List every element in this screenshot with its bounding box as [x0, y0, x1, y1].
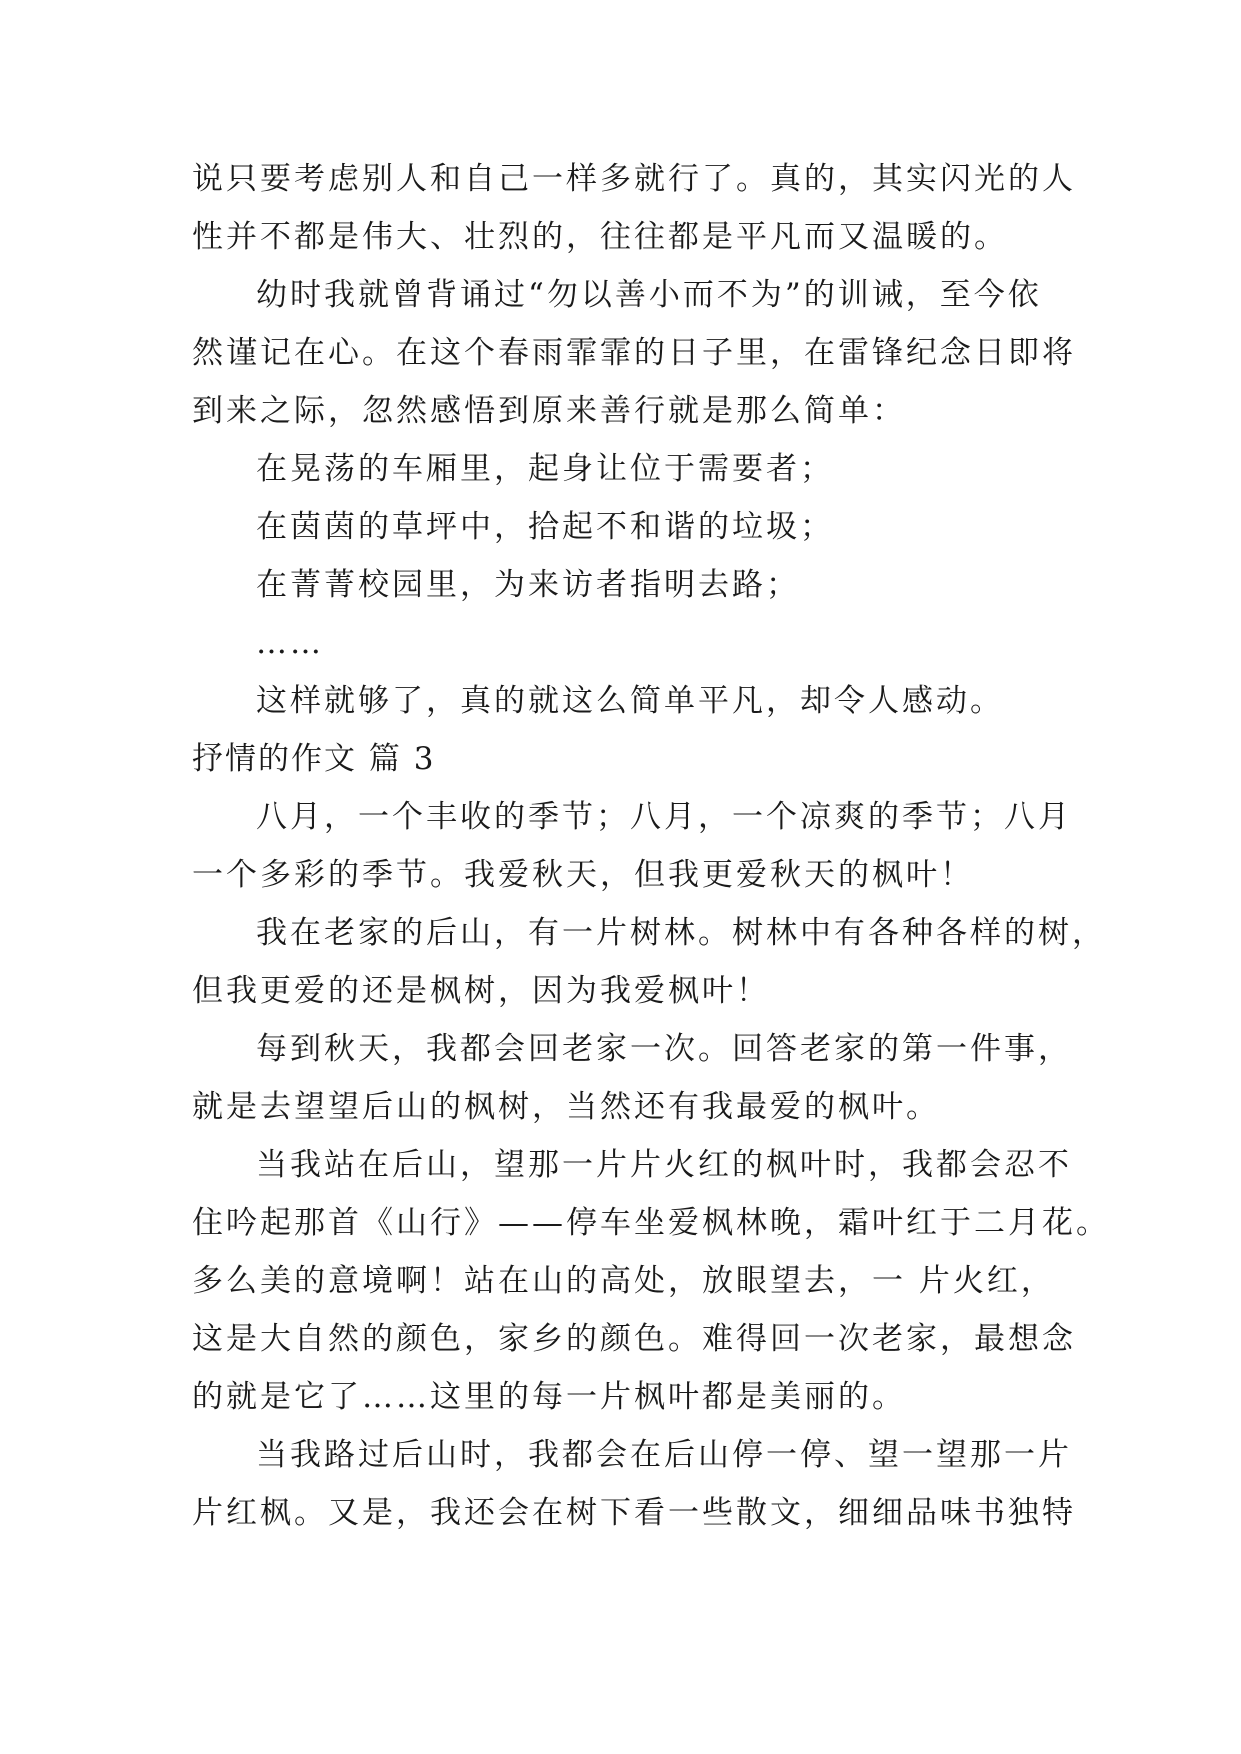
text-line: 在晃荡的车厢里，起身让位于需要者；	[256, 451, 834, 487]
document-page	[192, 150, 1110, 1542]
text-line: 这是大自然的颜色，家乡的颜色。难得回一次老家，最想念	[192, 1321, 1076, 1357]
text-line: 住吟起那首《山行》——停车坐爱枫林晚，霜叶红于二月花。	[192, 1205, 1110, 1241]
ellipsis-line: ……	[256, 625, 324, 661]
text-line: 八月，一个丰收的季节；八月，一个凉爽的季节；八月	[256, 799, 1072, 835]
section-heading: 抒情的作文 篇 3	[192, 741, 436, 777]
text-line: 在茵茵的草坪中，拾起不和谐的垃圾；	[256, 509, 834, 545]
text-line: 片红枫。又是，我还会在树下看一些散文，细细品味书独特	[192, 1495, 1076, 1531]
text-line: 每到秋天，我都会回老家一次。回答老家的第一件事，	[256, 1031, 1072, 1067]
text-line: 在菁菁校园里，为来访者指明去路；	[256, 567, 800, 603]
text-line: 但我更爱的还是枫树，因为我爱枫叶！	[192, 973, 770, 1009]
text-line: 我在老家的后山，有一片树林。树林中有各种各样的树，	[256, 915, 1106, 951]
text-line: 就是去望望后山的枫树，当然还有我最爱的枫叶。	[192, 1089, 940, 1125]
text-line: 多么美的意境啊！站在山的高处，放眼望去，一 片火红，	[192, 1263, 1055, 1299]
text-line: 的就是它了……这里的每一片枫叶都是美丽的。	[192, 1379, 906, 1415]
text-line: 然谨记在心。在这个春雨霏霏的日子里，在雷锋纪念日即将	[192, 335, 1076, 371]
text-line: 幼时我就曾背诵过“勿以善小而不为”的训诫，至今依	[256, 277, 1042, 313]
text-line: 当我站在后山，望那一片片火红的枫叶时，我都会忍不	[256, 1147, 1072, 1183]
text-line: 一个多彩的季节。我爱秋天，但我更爱秋天的枫叶！	[192, 857, 974, 893]
text-line: 这样就够了，真的就这么简单平凡，却令人感动。	[256, 683, 1004, 719]
text-line: 到来之际，忽然感悟到原来善行就是那么简单：	[192, 393, 906, 429]
text-line: 说只要考虑别人和自己一样多就行了。真的，其实闪光的人	[192, 161, 1076, 197]
text-line: 当我路过后山时，我都会在后山停一停、望一望那一片	[256, 1437, 1072, 1473]
text-line: 性并不都是伟大、壮烈的，往往都是平凡而又温暖的。	[192, 219, 1008, 255]
